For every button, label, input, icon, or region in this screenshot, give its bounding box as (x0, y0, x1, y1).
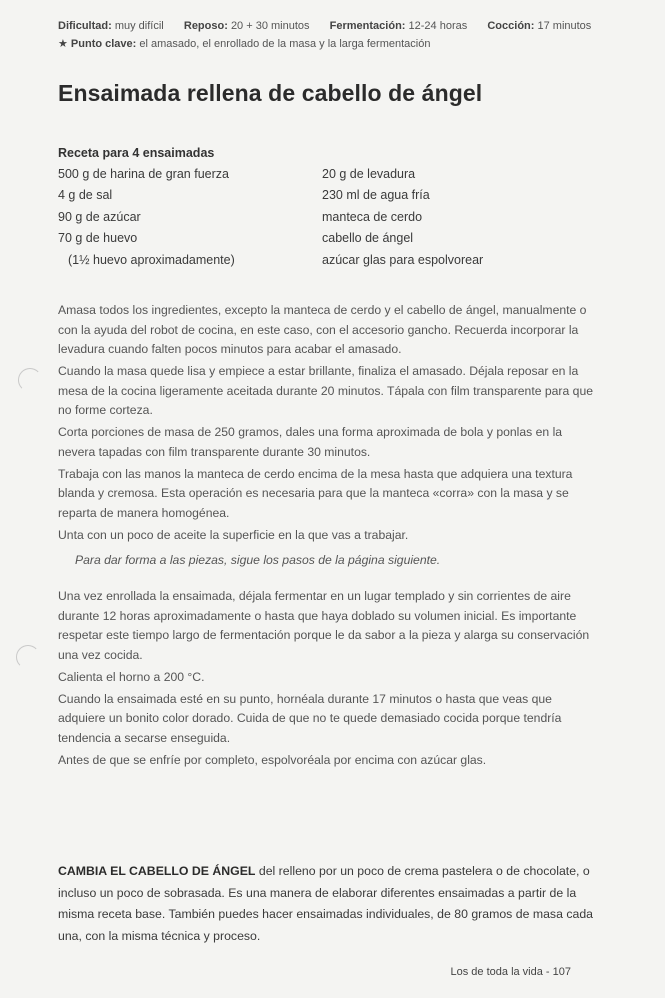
method-paragraph: Antes de que se enfríe por completo, espolvoréala por encima con azúcar glas. (58, 752, 487, 767)
method-paragraph: Corta porciones de masa de 250 gramos, dales una forma aproximada de bola y ponlas en la nevera tapadas con film transparente durante 30 minutos. (58, 425, 563, 459)
ingredients-left-column (58, 164, 235, 271)
ingredient-item: 90 g de azúcar (58, 209, 141, 224)
ingredients-right-column (322, 164, 483, 271)
method-paragraph: Una vez enrollada la ensaimada, déjala fermentar en un lugar templado y sin corrientes de aire durante 12 horas aproximadamente o hasta que haya doblado su volumen inicial. Es importante respetar este tiempo largo de fermentación porque le da sabor a la pieza y alarga su conservación una vez cocida. (58, 589, 590, 662)
method-paragraph: Trabaja con las manos la manteca de cerdo encima de la mesa hasta que adquiera una textura blanda y cremosa. Esta operación es necesaria para que la manteca «corra» con la masa y se reparta de manera homogénea. (58, 466, 573, 520)
method-paragraph: Amasa todos los ingredientes, excepto la manteca de cerdo y el cabello de ángel, manualmente o con la ayuda del robot de cocina, en este caso, con el accesorio gancho. Recuerda incorporar la levadura cuando falten pocos minutos para acabar el amasado. (58, 303, 587, 356)
fermentation-label: Fermentación: (329, 20, 406, 32)
key-point-value: el amasado, el enrollado de la masa y la larga fermentación (139, 38, 431, 50)
ingredient-item: manteca de cerdo (322, 209, 423, 224)
rest-value: 20 + 30 minutos (230, 20, 310, 32)
variation-text: del relleno por un poco de crema pastelera o de chocolate, o incluso un poco de sobrasada. Es una manera de elaborar diferentes ensaimadas a partir de la misma receta base. También puedes hacer ensaimadas individuales, de 80 gramos de masa cada una, con la misma técnica y proceso. (58, 864, 593, 943)
key-point-label: ★ Punto clave: (58, 38, 137, 50)
difficulty-value: muy difícil (114, 20, 164, 32)
rest-label: Reposo: (183, 20, 228, 32)
variation-lead: CAMBIA EL CABELLO DE ÁNGEL (58, 864, 256, 878)
cooking-value: 17 minutos (537, 20, 592, 32)
difficulty-label: Dificultad: (58, 20, 112, 32)
method-paragraph: Unta con un poco de aceite la superficie en la que vas a trabajar. (58, 527, 409, 542)
ingredient-item: 4 g de sal (58, 188, 113, 203)
variation-note (58, 861, 593, 947)
shaping-tip: Para dar forma a las piezas, sigue los pasos de la página siguiente. (75, 553, 441, 567)
method-paragraph: Calienta el horno a 200 °C. (58, 669, 205, 684)
method-paragraph: Cuando la masa quede lisa y empiece a estar brillante, finaliza el amasado. Déjala reposar en la mesa de la cocina ligeramente aceitada durante 20 minutos. Tápala con film transparente para que no forme corteza. (58, 364, 593, 417)
ingredient-item: 70 g de huevo (58, 231, 138, 246)
binder-hole-mark (16, 645, 40, 669)
ingredient-item: cabello de ángel (322, 231, 414, 246)
method-paragraph: Cuando la ensaimada esté en su punto, hornéala durante 17 minutos o hasta que veas que adquiere un bonito color dorado. Cuida de que no te quede demasiado cocida porque tendría tendencia a secarse enseguida. (58, 691, 562, 745)
binder-hole-mark (18, 368, 42, 392)
recipe-meta (58, 20, 591, 32)
fermentation-value: 12-24 horas (408, 20, 468, 32)
page-footer: Los de toda la vida - 107 (450, 966, 571, 978)
method-steps-continued (58, 587, 598, 773)
ingredients-heading: Receta para 4 ensaimadas (58, 146, 215, 160)
cooking-label: Cocción: (487, 20, 535, 32)
key-point (58, 37, 430, 50)
recipe-title: Ensaimada rellena de cabello de ángel (58, 80, 483, 106)
ingredient-item: azúcar glas para espolvorear (322, 252, 484, 267)
ingredient-note: (1½ huevo aproximadamente) (68, 252, 235, 267)
method-steps (58, 301, 598, 548)
ingredient-item: 20 g de levadura (322, 167, 416, 181)
ingredient-item: 500 g de harina de gran fuerza (58, 167, 229, 181)
ingredient-item: 230 ml de agua fría (322, 188, 430, 203)
